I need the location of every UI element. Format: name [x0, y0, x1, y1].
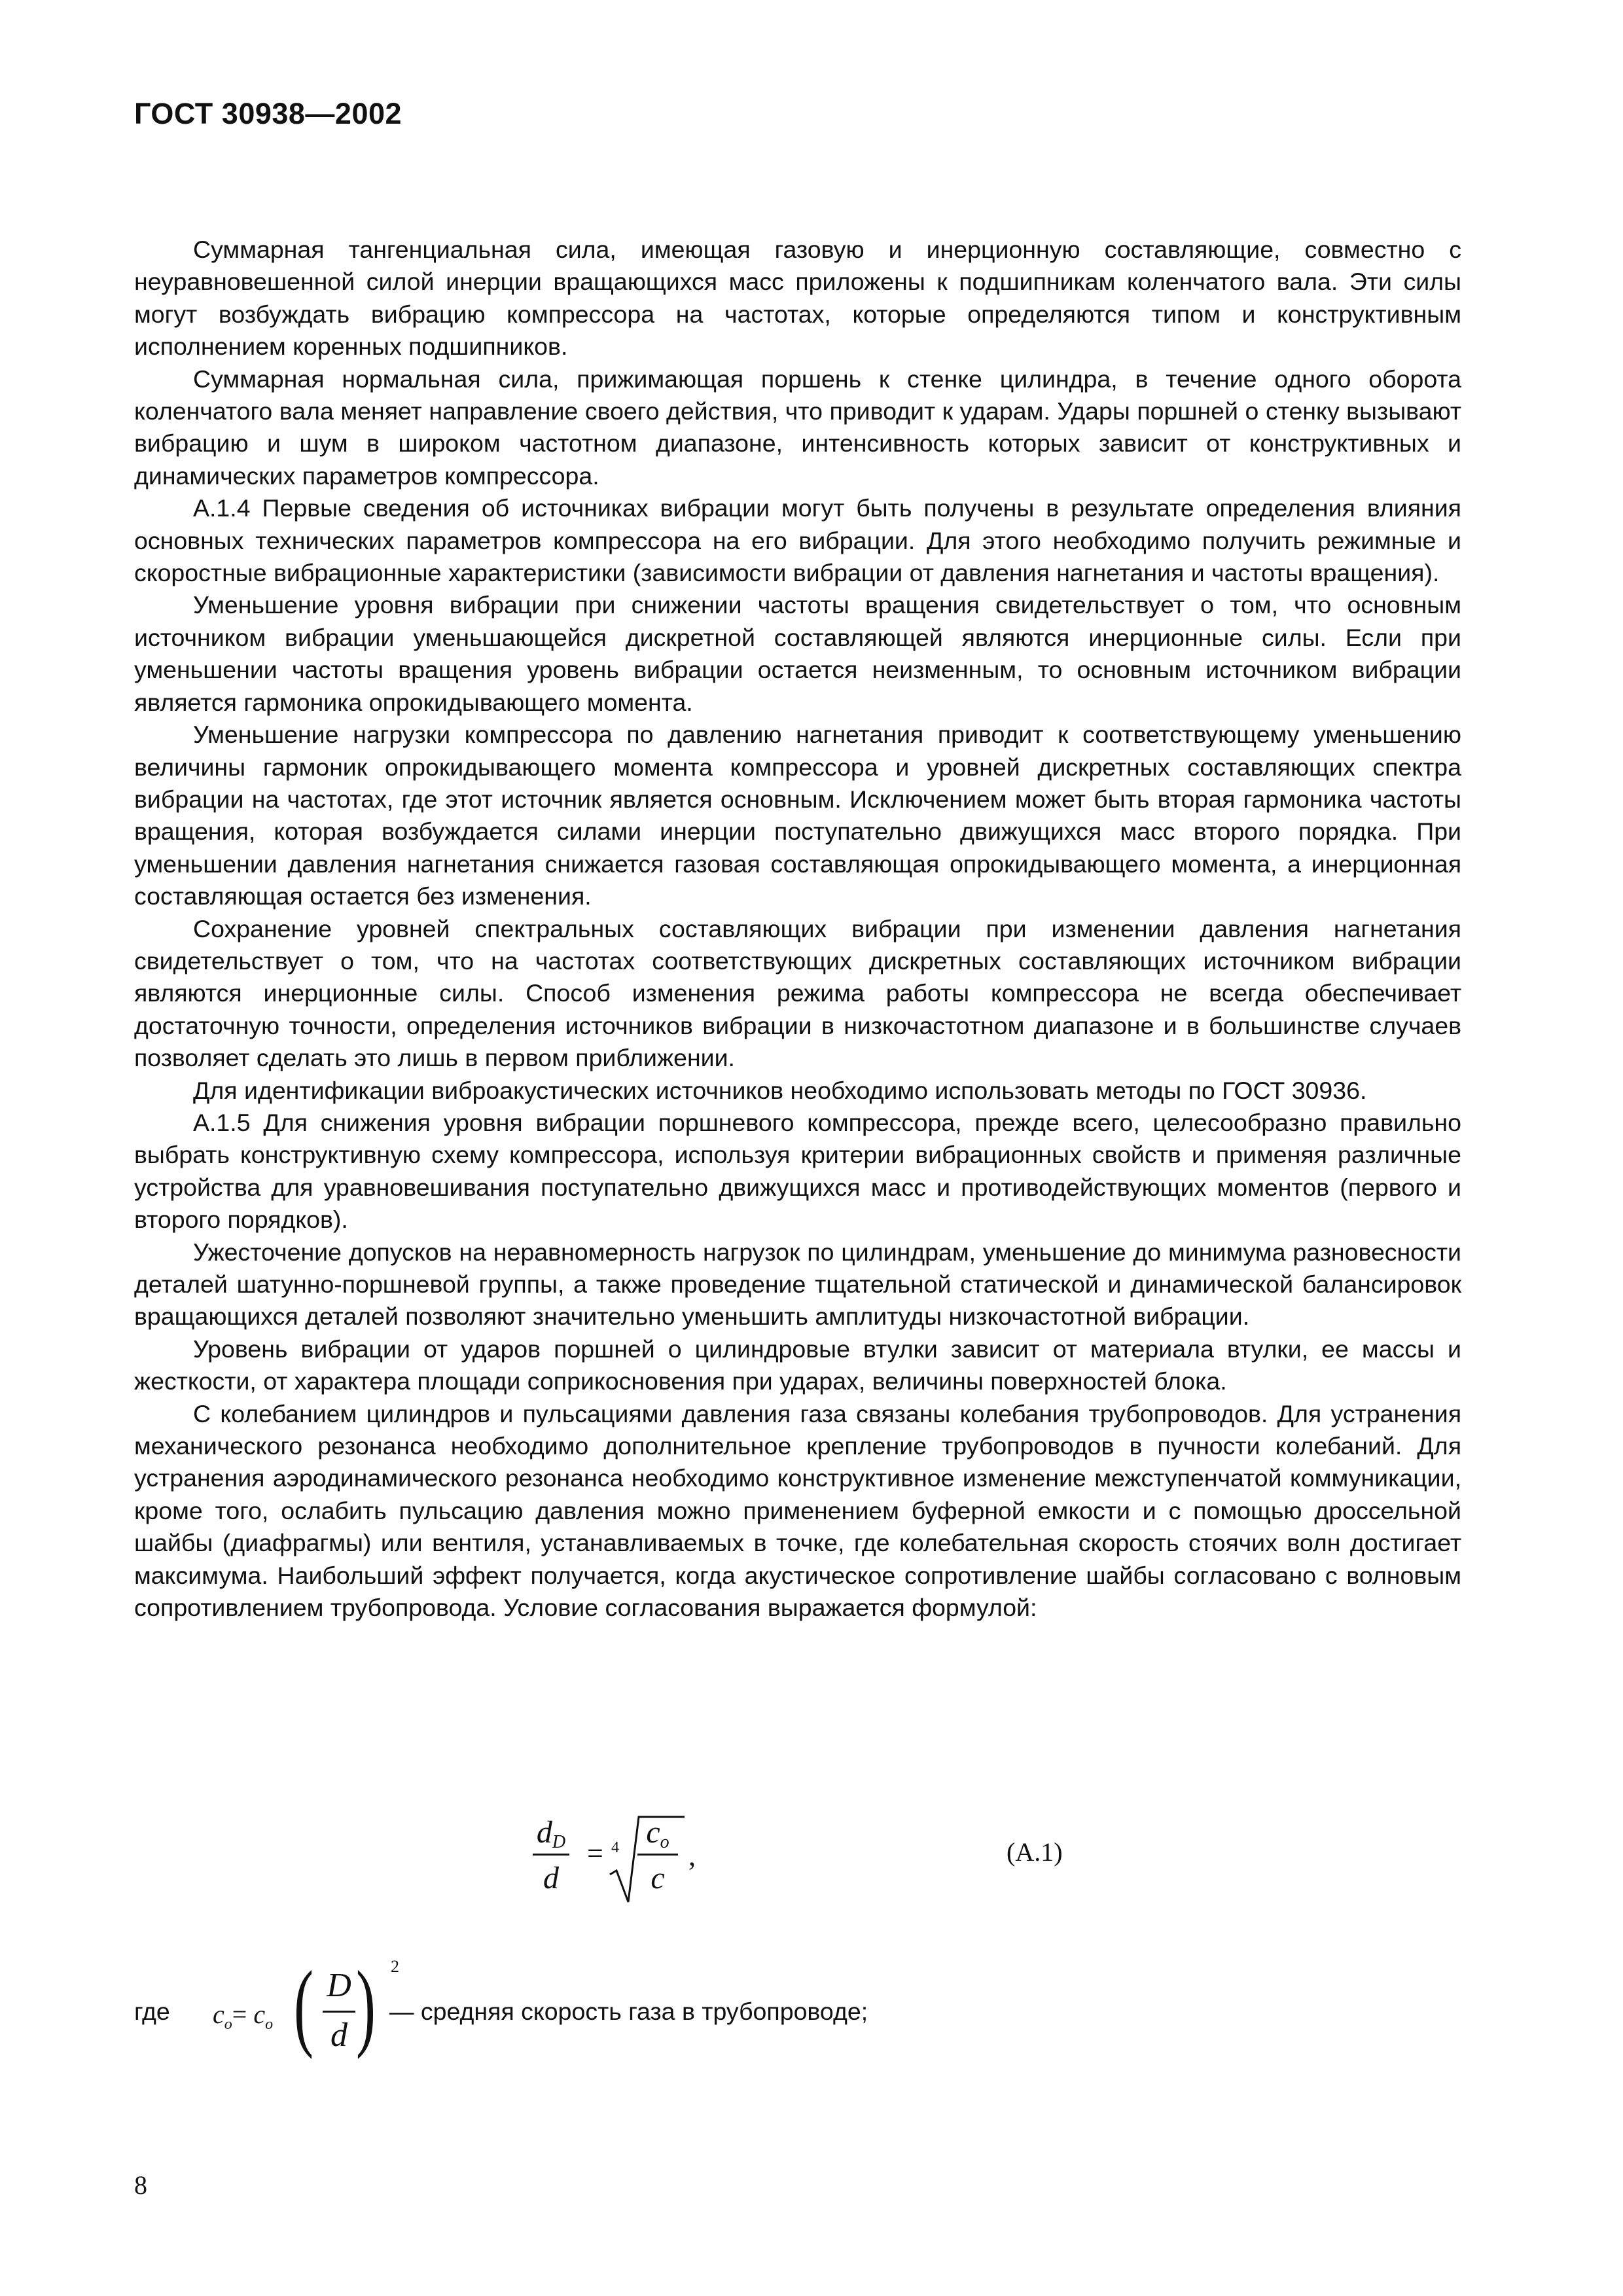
where-exponent: 2: [391, 1957, 399, 1976]
fraction-bar: [323, 2011, 355, 2013]
where-description: — средняя скорость газа в трубопроводе;: [389, 1998, 868, 2025]
right-paren: ): [356, 1951, 376, 2060]
where-clause: [134, 1951, 1461, 2062]
formula-equals: =: [587, 1837, 603, 1869]
paragraph: Суммарная нормальная сила, прижимающая поршень к стенке цилиндра, в течение одного оборота коленчатого вала меняет направление своего действия, что приводит к ударам. Удары поршней о стенку вызывают вибрацию и шум в широком частотном диапазоне, интенсивность которых зависит от конструктивных и динамических параметров компрессора.: [134, 365, 1461, 490]
formula-rhs-numerator: $c_o$: [646, 1815, 669, 1852]
formula-rhs-denominator: c: [651, 1861, 665, 1895]
paragraph: А.1.5 Для снижения уровня вибрации поршневого компрессора, прежде всего, целесообразно правильно выбрать конструктивную схему компрессора, используя критерии вибрационных свойств и применяя различные устройства для уравновешивания поступательно движущихся масс и противодействующих моментов (первого и второго порядков).: [134, 1108, 1461, 1234]
standard-header: ГОСТ 30938—2002: [134, 97, 402, 130]
paragraph: Уровень вибрации от ударов поршней о цилиндровые втулки зависит от материала втулки, ее массы и жесткости, от характера площади соприкосновения при ударах, величины поверхностей блока.: [134, 1335, 1461, 1395]
formula-label: (А.1): [1007, 1837, 1063, 1867]
paragraph: Сохранение уровней спектральных составляющих вибрации при изменении давления нагнетания свидетельствует о том, что на частотах соответствующих дискретных составляющих источником вибрации являются инерционные силы. Способ изменения режима работы компрессора не всегда обеспечивает достаточную точности, определения источников вибрации в низкочастотном диапазоне и в большинстве случаев позволяет сделать это лишь в первом приближении.: [134, 914, 1461, 1072]
root-index: 4: [611, 1839, 619, 1856]
paragraph: Ужесточение допусков на неравномерность нагрузок по цилиндрам, уменьшение до минимума разновесности деталей шатунно-поршневой группы, а также проведение тщательной статической и динамической балансировок вращающихся деталей позволяют значительно уменьшить амплитуды низкочастотной вибрации.: [134, 1238, 1461, 1331]
body-text: [134, 234, 1461, 1624]
formula-lhs-numerator: $d_D$: [536, 1815, 566, 1852]
fraction-bar: [637, 1854, 678, 1856]
left-paren: (: [294, 1951, 313, 2060]
where-fraction-numerator: D: [327, 1967, 351, 2004]
where-word: где: [134, 1998, 170, 2025]
where-fraction-denominator: d: [330, 2017, 348, 2054]
formula-lhs-denominator: d: [543, 1861, 559, 1895]
paragraph: Уменьшение уровня вибрации при снижении частоты вращения свидетельствует о том, что основным источником вибрации уменьшающейся дискретной составляющей являются инерционные силы. Если при уменьшении частоты вращения уровень вибрации остается неизменным, то основным источником вибрации является гармоника опрокидывающего момента.: [134, 591, 1461, 716]
formula-comma: ,: [688, 1840, 696, 1872]
page-number: 8: [134, 2170, 147, 2200]
formula-a1: [531, 1813, 728, 1924]
paragraph: Для идентификации виброакустических источников необходимо использовать методы по ГОСТ 30936.: [193, 1076, 1367, 1104]
paragraph: С колебанием цилиндров и пульсациями давления газа связаны колебания трубопроводов. Для устранения механического резонанса необходимо дополнительное крепление трубопроводов в пучности колебаний. Для устранения аэродинамического резонанса необходимо конструктивное изменение межступенчатой коммуникации, кроме того, ослабить пульсацию давления можно применением буферной емкости и с помощью дроссельной шайбы (диафрагмы) или вентиля, устанавливаемых в точке, где колебательная скорость стоячих волн достигает максимума. Наибольший эффект получается, когда акустическое сопротивление шайбы согласовано с волновым сопротивлением трубопровода. Условие согласования выражается формулой:: [134, 1399, 1461, 1622]
paragraph: Суммарная тангенциальная сила, имеющая газовую и инерционную составляющие, совместно с неуравновешенной силой инерции вращающихся масс приложены к подшипникам коленчатого вала. Эти силы могут возбуждать вибрацию компрессора на частотах, которые определяются типом и конструктивным исполнением коренных подшипников.: [134, 236, 1461, 361]
where-formula-lhs: $c_o= c_o$: [213, 2000, 274, 2033]
paragraph: А.1.4 Первые сведения об источниках вибрации могут быть получены в результате определения влияния основных технических параметров компрессора на его вибрации. Для этого необходимо получить режимные и скоростные вибрационные характеристики (зависимости вибрации от давления нагнетания и частоты вращения).: [134, 494, 1461, 587]
fraction-bar: [533, 1854, 569, 1856]
paragraph: Уменьшение нагрузки компрессора по давлению нагнетания приводит к соответствующему уменьшению величины гармоник опрокидывающего момента компрессора и уровней дискретных составляющих спектра вибрации на частотах, где этот источник является основным. Исключением может быть вторая гармоника частоты вращения, которая возбуждается силами инерции поступательно движущихся масс второго порядка. При уменьшении давления нагнетания снижается газовая составляющая опрокидывающего момента, а инерционная составляющая остается без изменения.: [134, 721, 1461, 910]
